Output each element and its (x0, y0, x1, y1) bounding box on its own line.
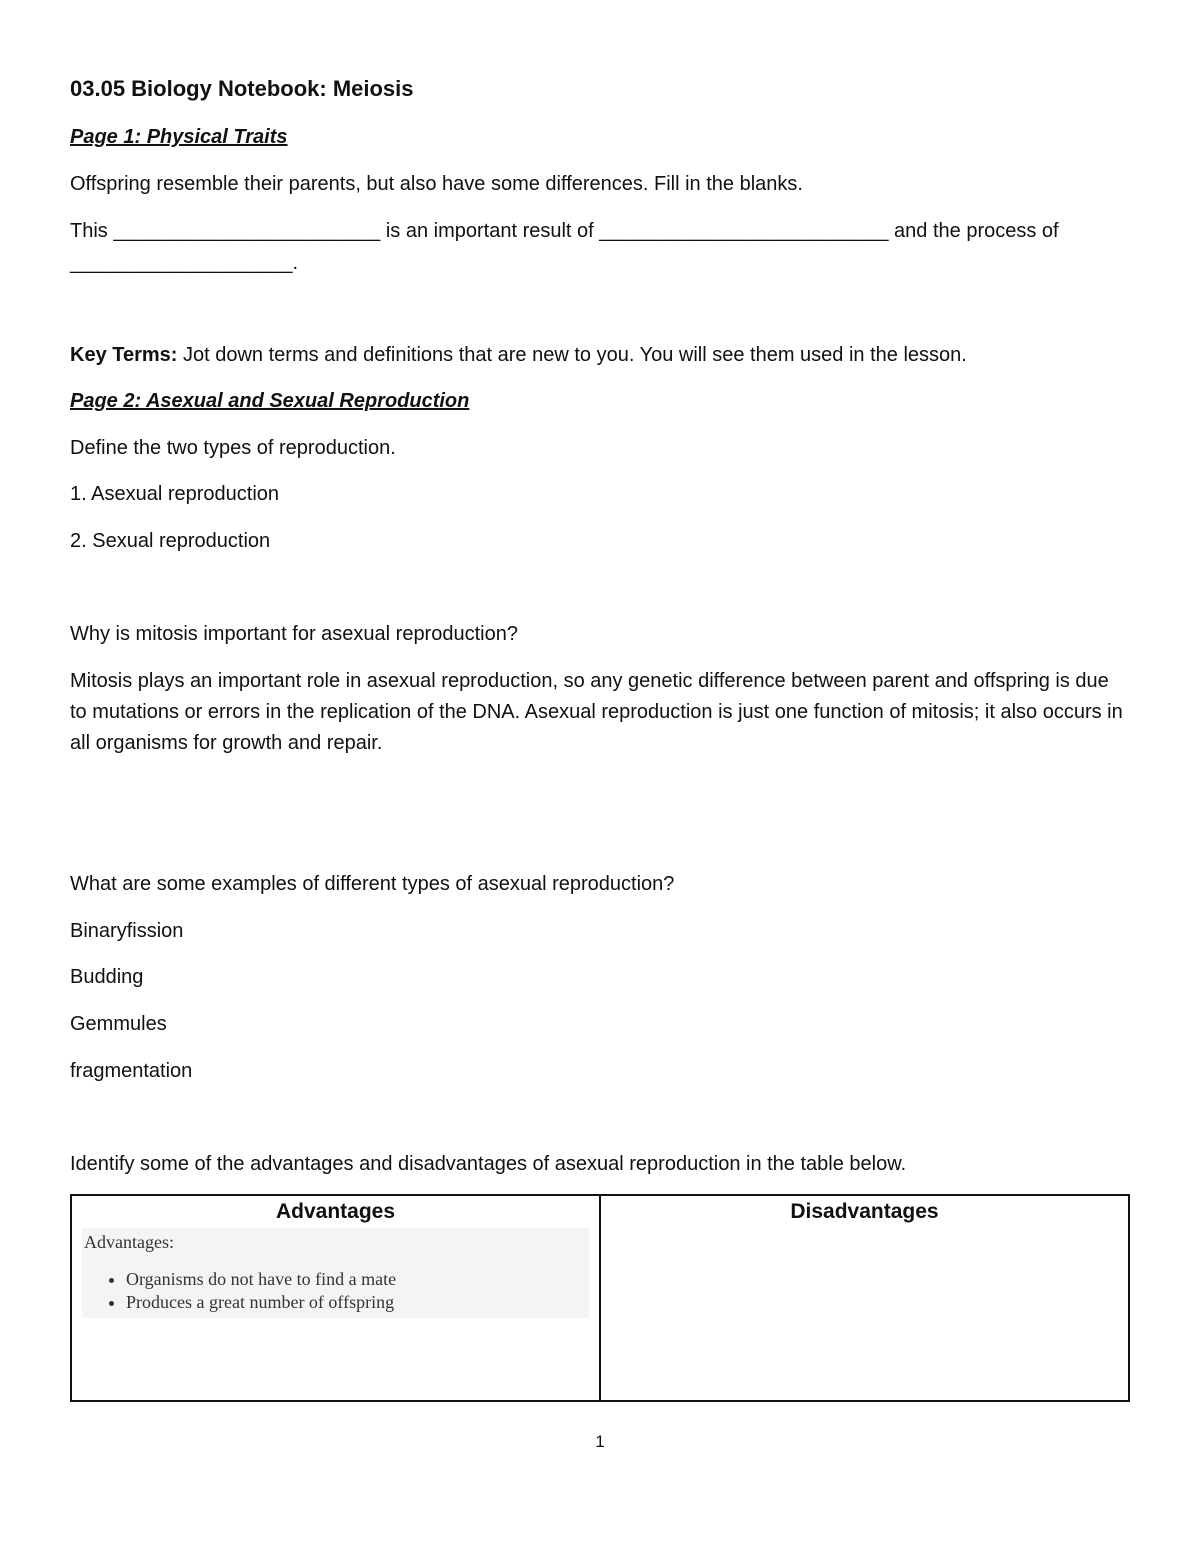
list-item: • Produces a great number of offspring (126, 1291, 589, 1314)
definition-item-asexual: 1. Asexual reproduction (70, 483, 280, 505)
disadvantages-cell[interactable] (600, 1195, 1129, 1401)
key-terms-line (70, 340, 967, 371)
example-item: Binaryfission (70, 920, 184, 942)
advantages-header: Advantages (275, 1200, 396, 1223)
list-item: • Organisms do not have to find a mate (126, 1268, 589, 1291)
fill-in-blank-line-1[interactable]: This ________________________ is an important result of __________________________ and the process of (70, 220, 1059, 242)
examples-question: What are some examples of different types of asexual reproduction? (70, 873, 675, 895)
define-prompt: Define the two types of reproduction. (70, 437, 396, 459)
example-item: Gemmules (70, 1013, 167, 1035)
advantages-lead: Advantages: (84, 1232, 174, 1252)
mitosis-answer: Mitosis plays an important role in asexual reproduction, so any genetic difference between parent and offspring is due to mutations or errors in the replication of the DNA. Asexual reproduction is just one function of mitosis; it also occurs in all organisms for growth and repair. (70, 670, 1123, 754)
key-terms-text: Jot down terms and definitions that are new to you. You will see them used in the lesson. (177, 344, 967, 366)
pasted-advantages-block (82, 1228, 589, 1318)
advantages-disadvantages-table (70, 1194, 1130, 1402)
section-heading-page2: Page 2: Asexual and Sexual Reproduction (70, 390, 470, 412)
key-terms-label: Key Terms: (70, 344, 178, 366)
advantages-list (82, 1268, 589, 1314)
mitosis-question: Why is mitosis important for asexual reproduction? (70, 623, 518, 645)
document-title: 03.05 Biology Notebook: Meiosis (70, 76, 414, 101)
page-number: 1 (595, 1432, 605, 1451)
section-heading-page1: Page 1: Physical Traits (70, 126, 288, 148)
definition-item-sexual: 2. Sexual reproduction (70, 530, 271, 552)
disadvantages-header: Disadvantages (790, 1200, 939, 1223)
fill-in-blank-line-2[interactable]: ____________________. (70, 252, 299, 274)
advantages-cell[interactable] (71, 1195, 600, 1401)
example-item: fragmentation (70, 1060, 193, 1082)
page1-instruction: Offspring resemble their parents, but also have some differences. Fill in the blanks. (70, 173, 803, 195)
example-item: Budding (70, 966, 144, 988)
table-prompt: Identify some of the advantages and disadvantages of asexual reproduction in the table below. (70, 1153, 907, 1175)
